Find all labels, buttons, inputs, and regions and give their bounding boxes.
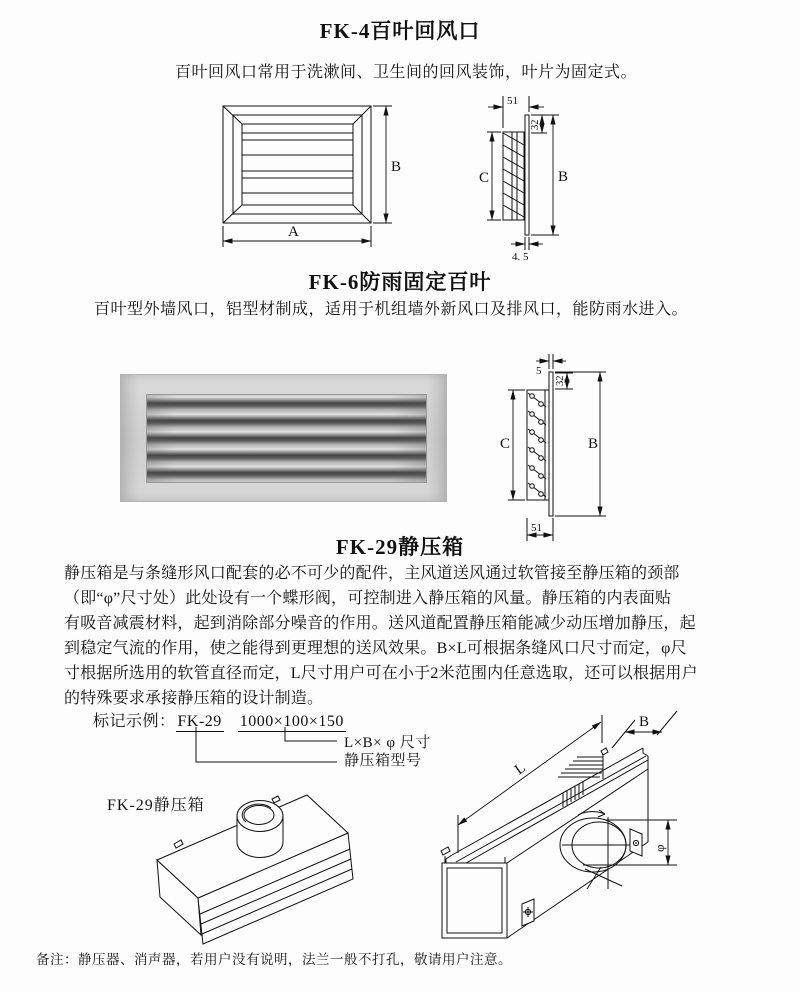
fk4-dim-C: C (479, 170, 490, 186)
fk6-dim-C: C (500, 436, 511, 452)
fk4-front-view-drawing (223, 106, 401, 247)
fk4-dim-A: A (288, 224, 299, 240)
marking-model: FK-29 (177, 713, 222, 730)
fk29-dim-L: L (511, 759, 529, 779)
fk29-section-title: FK-29静压箱 (335, 535, 465, 559)
fk29-dim-phi: φ (652, 844, 667, 852)
fk29-dim-B: B (639, 714, 650, 730)
fk4-section-title: FK-4百叶回风口 (319, 19, 481, 43)
fk29-front-opening (442, 863, 507, 938)
fk29-iso-box-drawing (157, 795, 353, 944)
fk4-louver-blades (242, 133, 353, 193)
fk6-side-view-drawing (500, 354, 606, 541)
fk6-section-title: FK-6防雨固定百叶 (308, 270, 492, 294)
fk29-paragraph-line: 静压箱是与条缝形风口配套的必不可少的配件，主风道送风通过软管接至静压箱的颈部 (64, 565, 680, 582)
fk4-dim-B-side: B (558, 169, 569, 185)
marking-callout-lines (196, 727, 337, 762)
fk4-flange (525, 115, 529, 235)
fk6-slat-hatch (528, 393, 546, 497)
fk4-dim-51: 51 (507, 95, 518, 107)
fk6-dim-B: B (588, 436, 599, 452)
fk4-dim-32: 32 (530, 119, 541, 130)
fk29-paragraph-line: 寸根据所选用的软管直径而定，L尺寸用户可在小于2米范围内任意选取，还可以根据用户 (64, 665, 698, 682)
fk6-flange (549, 372, 553, 516)
fk4-dim-B: B (391, 159, 402, 175)
fk6-dim-32: 32 (555, 375, 566, 386)
marking-prefix: 标记示例： (93, 713, 176, 730)
fk29-iso-dimension-drawing (441, 711, 677, 938)
fk29-flange-tab (441, 847, 450, 855)
callout-size-label: L×B× φ 尺寸 (344, 735, 431, 751)
hatch-texture (558, 748, 608, 807)
fk29-flange-tab (272, 796, 280, 803)
footer-note: 备注：静压器、消声器，若用户没有说明，法兰一般不打孔，敬请用户注意。 (36, 952, 512, 967)
fk6-description: 百叶型外墙风口，铝型材制成，适用于机组墙外新风口及排风口，能防雨水进入。 (94, 301, 689, 318)
callout-model-label: 静压箱型号 (344, 753, 422, 769)
fk29-figure-label: FK-29静压箱 (107, 797, 205, 814)
fk29-flange-tab (174, 840, 183, 848)
fk6-slat-rivets (530, 394, 544, 497)
marking-size: 1000×100×150 (239, 713, 344, 730)
fk4-dim-4-5: 4. 5 (512, 251, 529, 263)
fk29-paragraph-line: （即“φ”尺寸处）此处设有一个蝶形阀，可控制进入静压箱的风量。静压箱的内表面贴 (64, 590, 672, 607)
fk4-side-view-drawing (479, 95, 568, 263)
fk29-paragraph-line: 的特殊要求承接静压箱的设计制造。 (64, 690, 324, 707)
fk4-slat-hatch (503, 133, 524, 217)
fk6-dim-5: 5 (536, 365, 542, 377)
fk4-description: 百叶回风口常用于洗漱间、卫生间的回风装饰，叶片为固定式。 (175, 64, 638, 81)
fk6-dim-51: 51 (531, 522, 542, 534)
fk29-paragraph-line: 到稳定气流的作用，使之能得到更理想的送风效果。B×L可根据条缝风口尺寸而定，φ尺 (64, 640, 687, 657)
fk29-paragraph-line: 有吸音减震材料，起到消除部分噪音的作用。送风道配置静压箱能减少动压增加静压，起 (64, 615, 696, 632)
